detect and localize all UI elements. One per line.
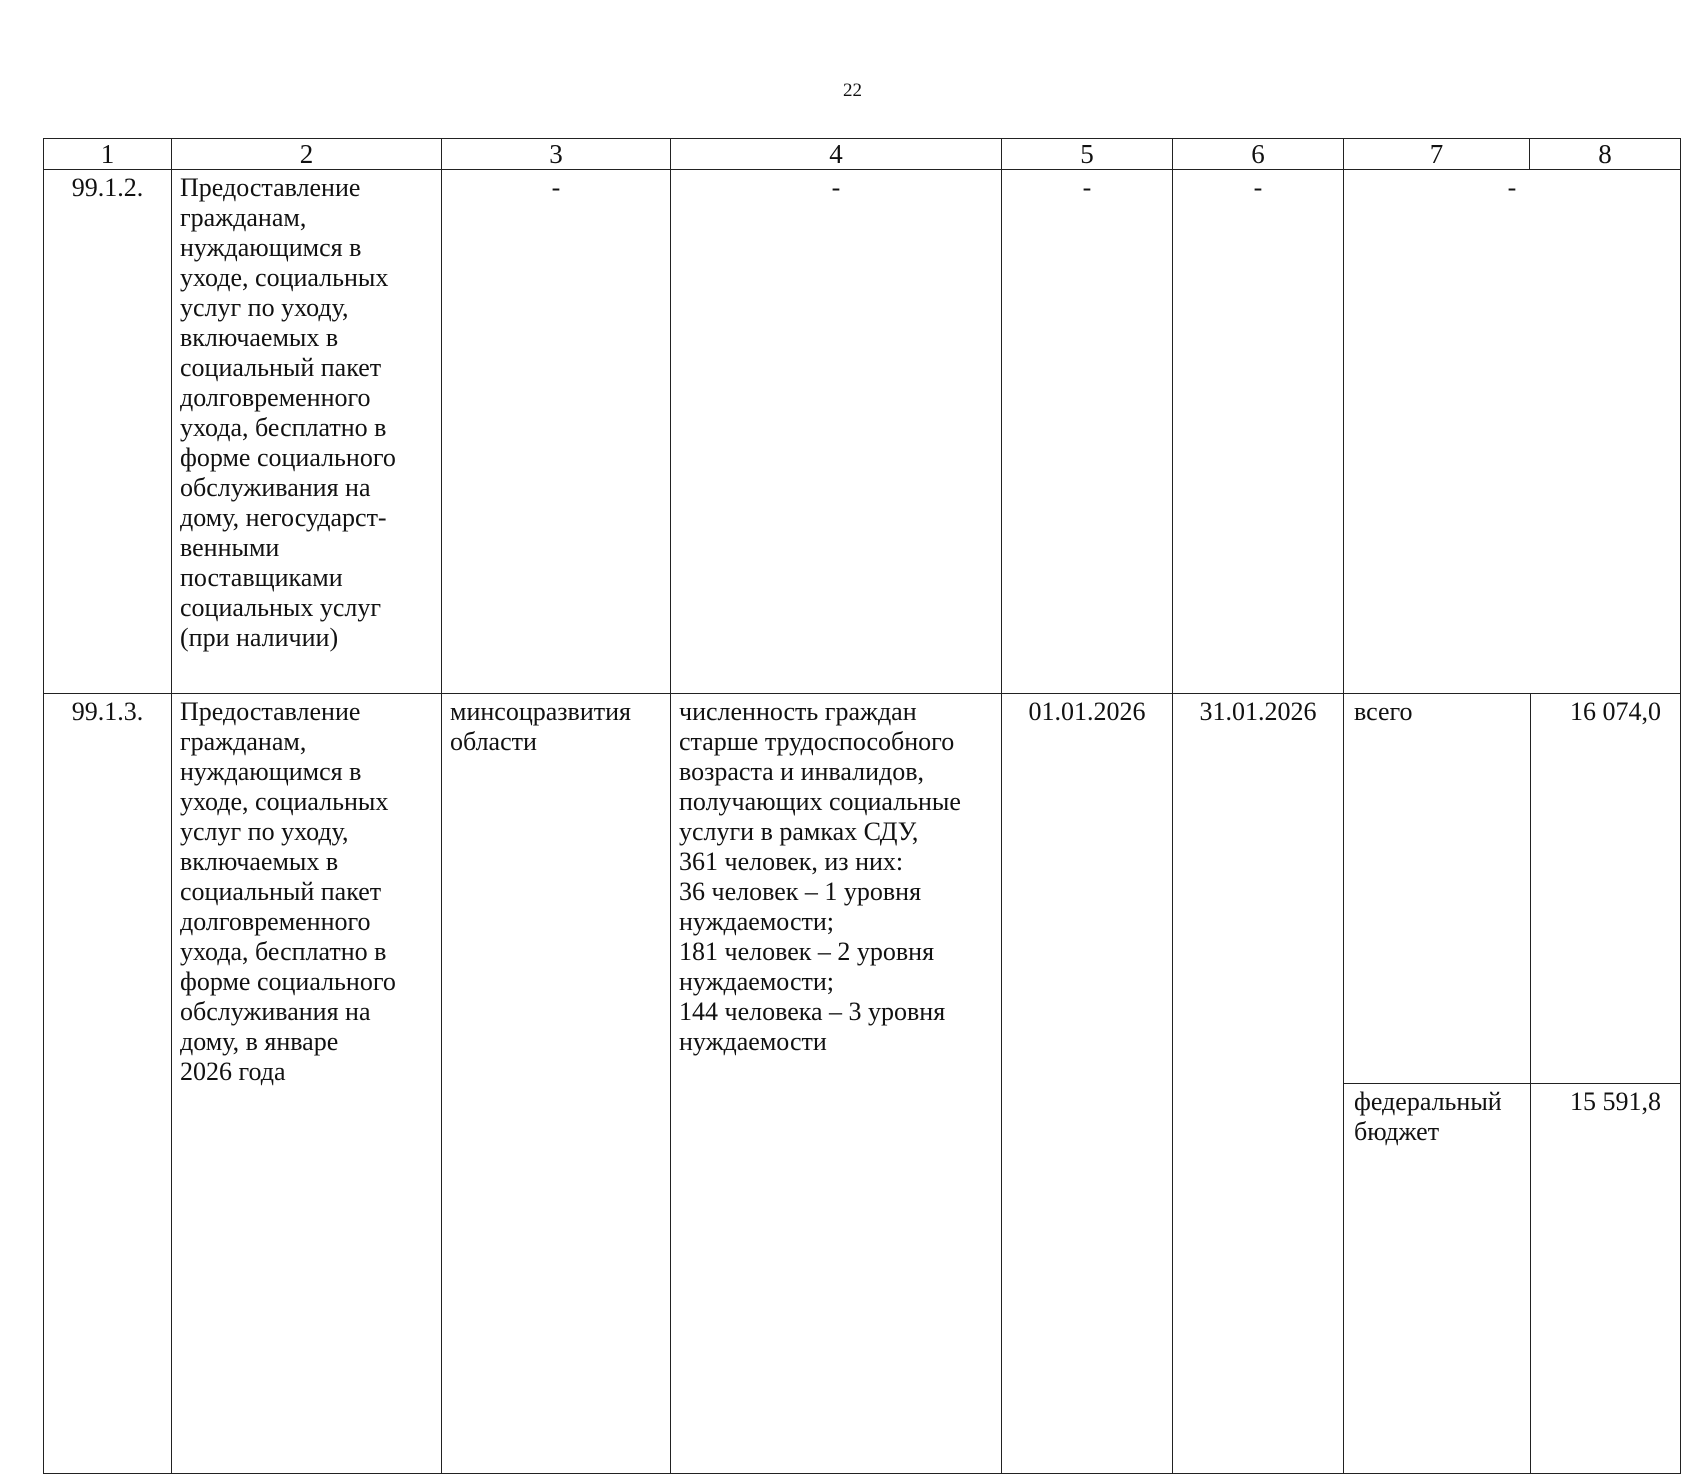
funding-subtable [1344,694,1681,1473]
text-line: ухода, бесплатно в [180,937,387,966]
text-line: обслуживания на [180,473,371,502]
text-line: услуг по уходу, [180,817,349,846]
text-line: (при наличии) [180,623,339,652]
funding-amount: 16 074,0 [1530,694,1681,1084]
header-cell-2: 2 [172,139,442,170]
text-line: гражданам, [180,727,307,756]
end-date-cell: - [1173,170,1344,694]
table-row-99-1-2 [44,170,1681,694]
header-cell-7: 7 [1344,139,1530,170]
header-cell-6: 6 [1173,139,1344,170]
text-line: венными [180,533,280,562]
text-line: старше трудоспособного [679,727,955,756]
header-cell-3: 3 [442,139,671,170]
text-line: численность граждан [679,697,917,726]
start-date-cell: - [1002,170,1173,694]
text-line: гражданам, [180,203,307,232]
executor-cell [442,694,671,1474]
end-date-cell: 31.01.2026 [1173,694,1344,1474]
text-line: Предоставление [180,697,361,726]
result-cell [671,694,1002,1474]
text-line: нуждаемости; [679,967,834,996]
text-line: 2026 года [180,1057,286,1086]
page-number: 22 [843,80,862,101]
header-cell-1: 1 [44,139,172,170]
text-line: включаемых в [180,847,339,876]
text-line: 181 человек – 2 уровня [679,937,935,966]
funding-source [1344,694,1530,1084]
text-line: нуждаемости; [679,907,834,936]
text-line: дому, негосударст- [180,503,387,532]
text-line: социальный пакет [180,877,382,906]
funding-source [1344,1084,1530,1474]
text-line: нуждающимся в [180,233,362,262]
text-line: минсоцразвития [450,697,631,726]
plan-table [43,138,1681,1474]
text-line: ухода, бесплатно в [180,413,387,442]
funding-amount: 15 591,8 [1530,1084,1681,1474]
text-line: услуги в рамках СДУ, [679,817,919,846]
text-line: области [450,727,537,756]
text-line: форме социального [180,443,396,472]
text-line: обслуживания на [180,997,371,1026]
funding-cell [1344,694,1681,1474]
row-number: 99.1.2. [44,170,172,694]
funding-row-total [1344,694,1681,1084]
text-line: возраста и инвалидов, [679,757,925,786]
header-cell-5: 5 [1002,139,1173,170]
text-line: поставщиками [180,563,343,592]
text-line: всего [1354,697,1413,726]
result-cell: - [671,170,1002,694]
text-line: социальный пакет [180,353,382,382]
header-cell-4: 4 [671,139,1002,170]
activity-description [172,170,442,694]
start-date-cell: 01.01.2026 [1002,694,1173,1474]
text-line: нуждающимся в [180,757,362,786]
table-row-99-1-3 [44,694,1681,1474]
text-line: дому, в январе [180,1027,339,1056]
executor-cell: - [442,170,671,694]
funding-cell: - [1344,170,1681,694]
text-line: бюджет [1354,1117,1440,1146]
text-line: долговременного [180,907,371,936]
text-line: нуждаемости [679,1027,827,1056]
header-cell-8: 8 [1530,139,1681,170]
text-line: 361 человек, из них: [679,847,904,876]
text-line: уходе, социальных [180,787,389,816]
text-line: включаемых в [180,323,339,352]
activity-description [172,694,442,1474]
text-line: получающих социальные [679,787,961,816]
text-line: долговременного [180,383,371,412]
text-line: форме социального [180,967,396,996]
text-line: уходе, социальных [180,263,389,292]
text-line: 36 человек – 1 уровня [679,877,922,906]
header-row [44,139,1681,170]
text-line: федеральный [1354,1087,1502,1116]
row-number: 99.1.3. [44,694,172,1474]
text-line: Предоставление [180,173,361,202]
text-line: 144 человека – 3 уровня [679,997,946,1026]
text-line: услуг по уходу, [180,293,349,322]
funding-row-federal [1344,1084,1681,1474]
text-line: социальных услуг [180,593,382,622]
